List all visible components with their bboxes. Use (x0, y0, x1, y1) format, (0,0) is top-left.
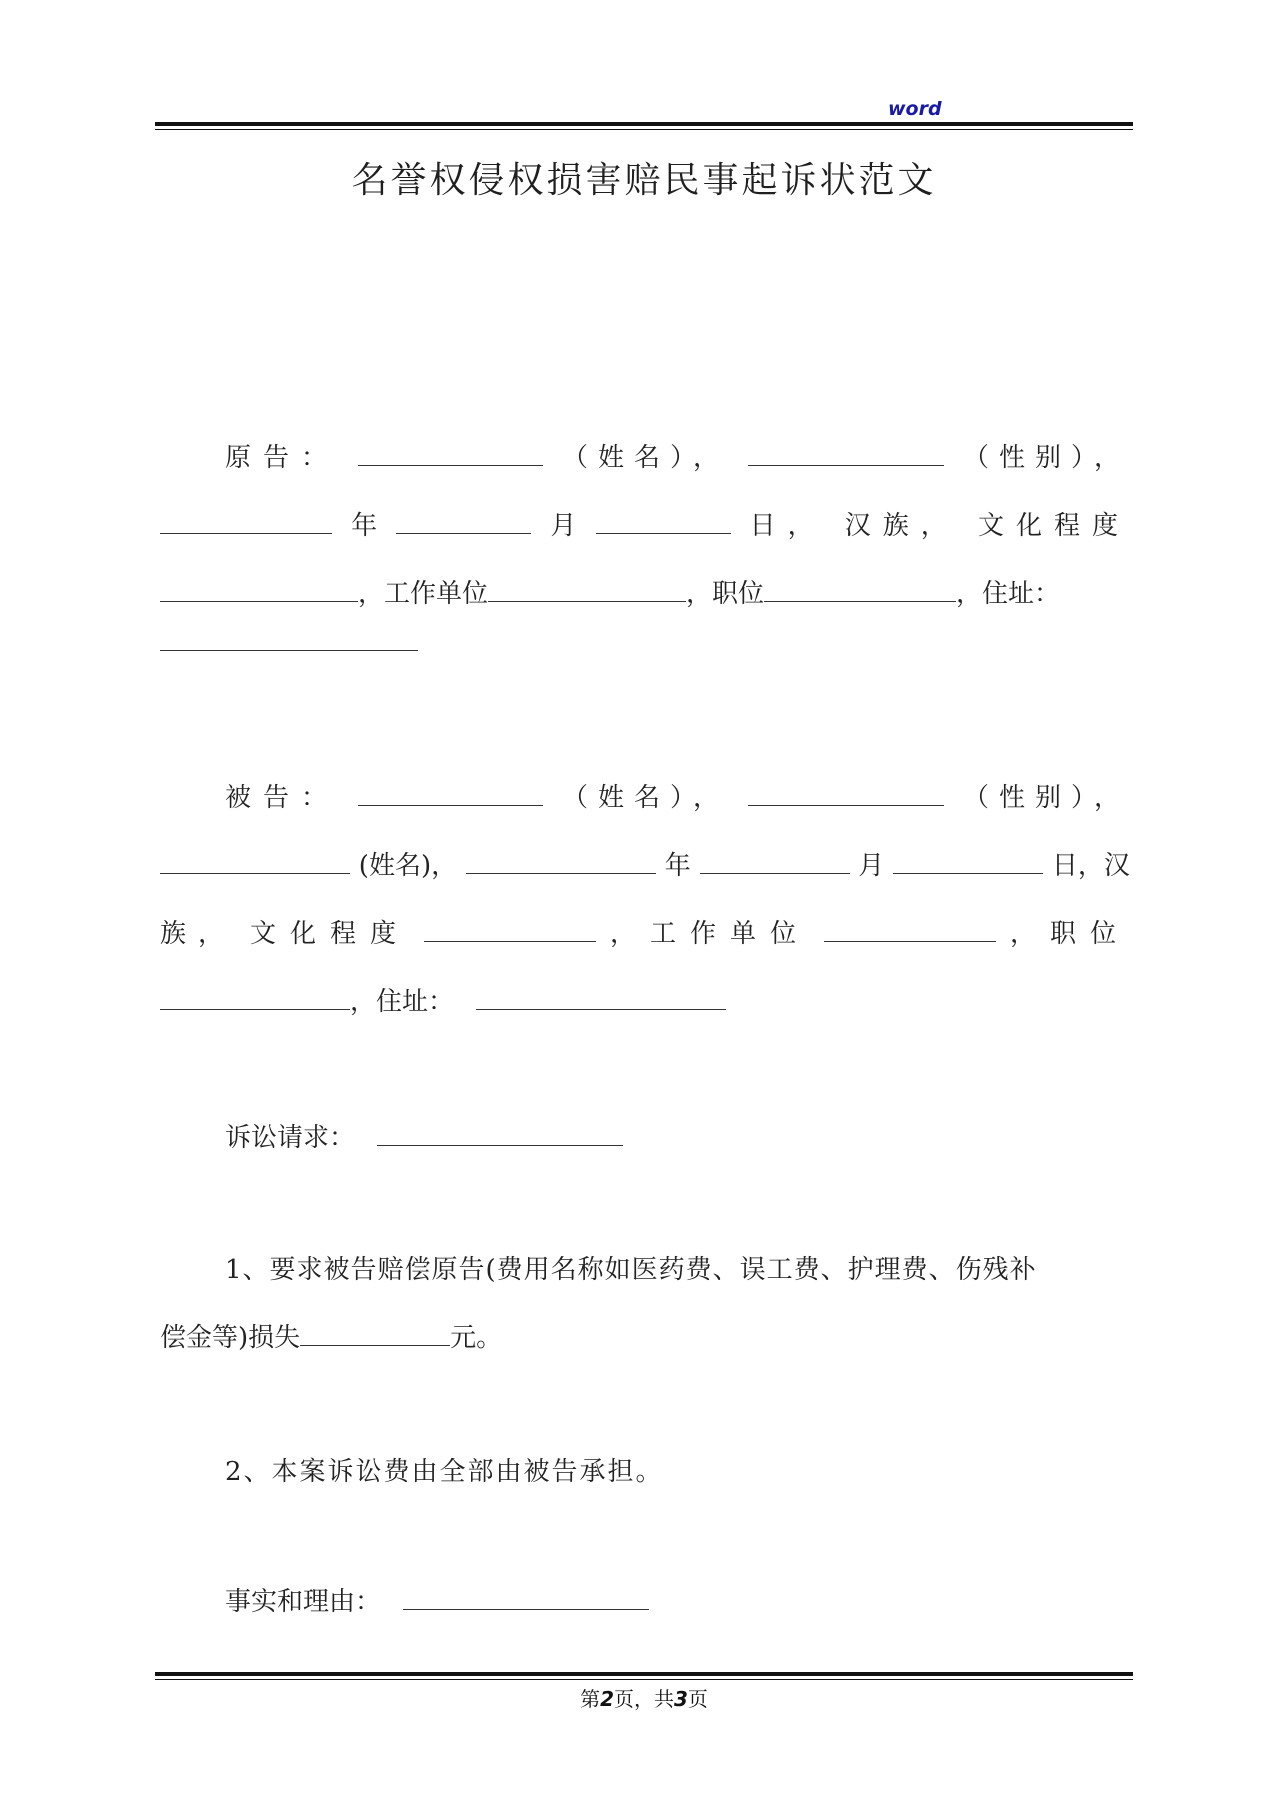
plaintiff-month-label: 月 (550, 511, 577, 541)
plaintiff-workplace-blank[interactable] (488, 579, 686, 602)
claims-label: 诉讼请求： (225, 1123, 356, 1153)
defendant-extra-blank[interactable] (160, 851, 350, 874)
defendant-gender-hint: （性别）， (962, 783, 1130, 813)
plaintiff-birth-day-blank[interactable] (596, 511, 731, 534)
facts-section (160, 1568, 1130, 1636)
plaintiff-day-label: 日， (749, 511, 826, 541)
facts-label: 事实和理由： (225, 1587, 382, 1617)
plaintiff-position-blank[interactable] (764, 579, 956, 602)
defendant-birth-year-blank[interactable] (466, 851, 656, 874)
plaintiff-address-blank[interactable] (160, 628, 418, 651)
claims-blank[interactable] (377, 1123, 623, 1146)
plaintiff-year-label: 年 (351, 511, 378, 541)
plaintiff-name-hint: （姓名）， (561, 443, 729, 473)
footer-rule (155, 1672, 1133, 1676)
defendant-name-hint: （姓名）， (561, 783, 729, 813)
plaintiff-gender-hint: （性别）， (962, 443, 1130, 473)
claim-loss-amount-blank[interactable] (300, 1323, 450, 1346)
plaintiff-section (160, 424, 1130, 696)
claim-item-2-text: 2、本案诉讼费由全部由被告承担。 (225, 1457, 664, 1487)
defendant-name-hint2: (姓名)， (358, 851, 458, 881)
defendant-position-blank[interactable] (160, 987, 350, 1010)
plaintiff-birth-month-blank[interactable] (396, 511, 531, 534)
plaintiff-education-label: 文化程度 (977, 511, 1130, 541)
header-rule (155, 122, 1133, 126)
document-title: 名誉权侵权损害赔民事起诉状范文 (351, 160, 937, 201)
plaintiff-birth-year-blank[interactable] (160, 511, 332, 534)
defendant-year-label: 年 (664, 851, 691, 881)
defendant-comma-2: ， (1009, 919, 1036, 949)
defendant-address-label: ，住址： (350, 987, 455, 1017)
plaintiff-education-blank[interactable] (160, 579, 358, 602)
header-brand: word (888, 98, 942, 120)
page-prefix: 第 (580, 1687, 601, 1711)
defendant-position-label: 职位 (1049, 919, 1130, 949)
plaintiff-position-label: ，职位 (686, 579, 765, 609)
claims-section (160, 1104, 1130, 1172)
claim-item-1-line-1: 1、要求被告赔偿原告(费用名称如医药费、误工费、护理费、伤残补 (225, 1255, 1037, 1285)
defendant-education-label: 文化程度 (250, 919, 411, 949)
defendant-ethnicity: 族， (160, 919, 237, 949)
page-current: 2 (600, 1687, 614, 1711)
defendant-gender-blank[interactable] (748, 783, 944, 806)
facts-blank[interactable] (403, 1587, 649, 1610)
defendant-comma-1: ， (609, 919, 636, 949)
header-rule-thin (155, 129, 1133, 130)
claim-item-1-line-2a: 偿金等)损失 (160, 1323, 301, 1353)
defendant-education-blank[interactable] (424, 919, 596, 942)
page-suffix: 页 (687, 1687, 708, 1711)
plaintiff-address-label: ，住址： (956, 579, 1061, 609)
plaintiff-label: 原告： (225, 443, 340, 473)
plaintiff-gender-blank[interactable] (748, 443, 944, 466)
page-number (155, 1683, 1133, 1712)
defendant-workplace-blank[interactable] (824, 919, 996, 942)
defendant-birth-month-blank[interactable] (700, 851, 850, 874)
claim-item-1 (160, 1236, 1130, 1372)
claim-item-2 (160, 1438, 1130, 1506)
defendant-name-blank[interactable] (358, 783, 543, 806)
defendant-month-label: 月 (858, 851, 885, 881)
defendant-label: 被告： (225, 783, 340, 813)
defendant-section (160, 764, 1130, 1036)
plaintiff-workplace-label: ，工作单位 (358, 579, 489, 609)
page-total: 3 (674, 1687, 688, 1711)
defendant-workplace-label: 工作单位 (649, 919, 810, 949)
defendant-birth-day-blank[interactable] (893, 851, 1043, 874)
defendant-address-blank[interactable] (476, 987, 726, 1010)
defendant-day-label: 日，汉 (1051, 851, 1130, 881)
plaintiff-name-blank[interactable] (358, 443, 543, 466)
claim-item-1-line-2b: 元。 (450, 1323, 503, 1353)
page-middle: 页，共 (614, 1687, 674, 1711)
footer-rule-thin (155, 1679, 1133, 1680)
plaintiff-ethnicity: 汉族， (844, 511, 959, 541)
